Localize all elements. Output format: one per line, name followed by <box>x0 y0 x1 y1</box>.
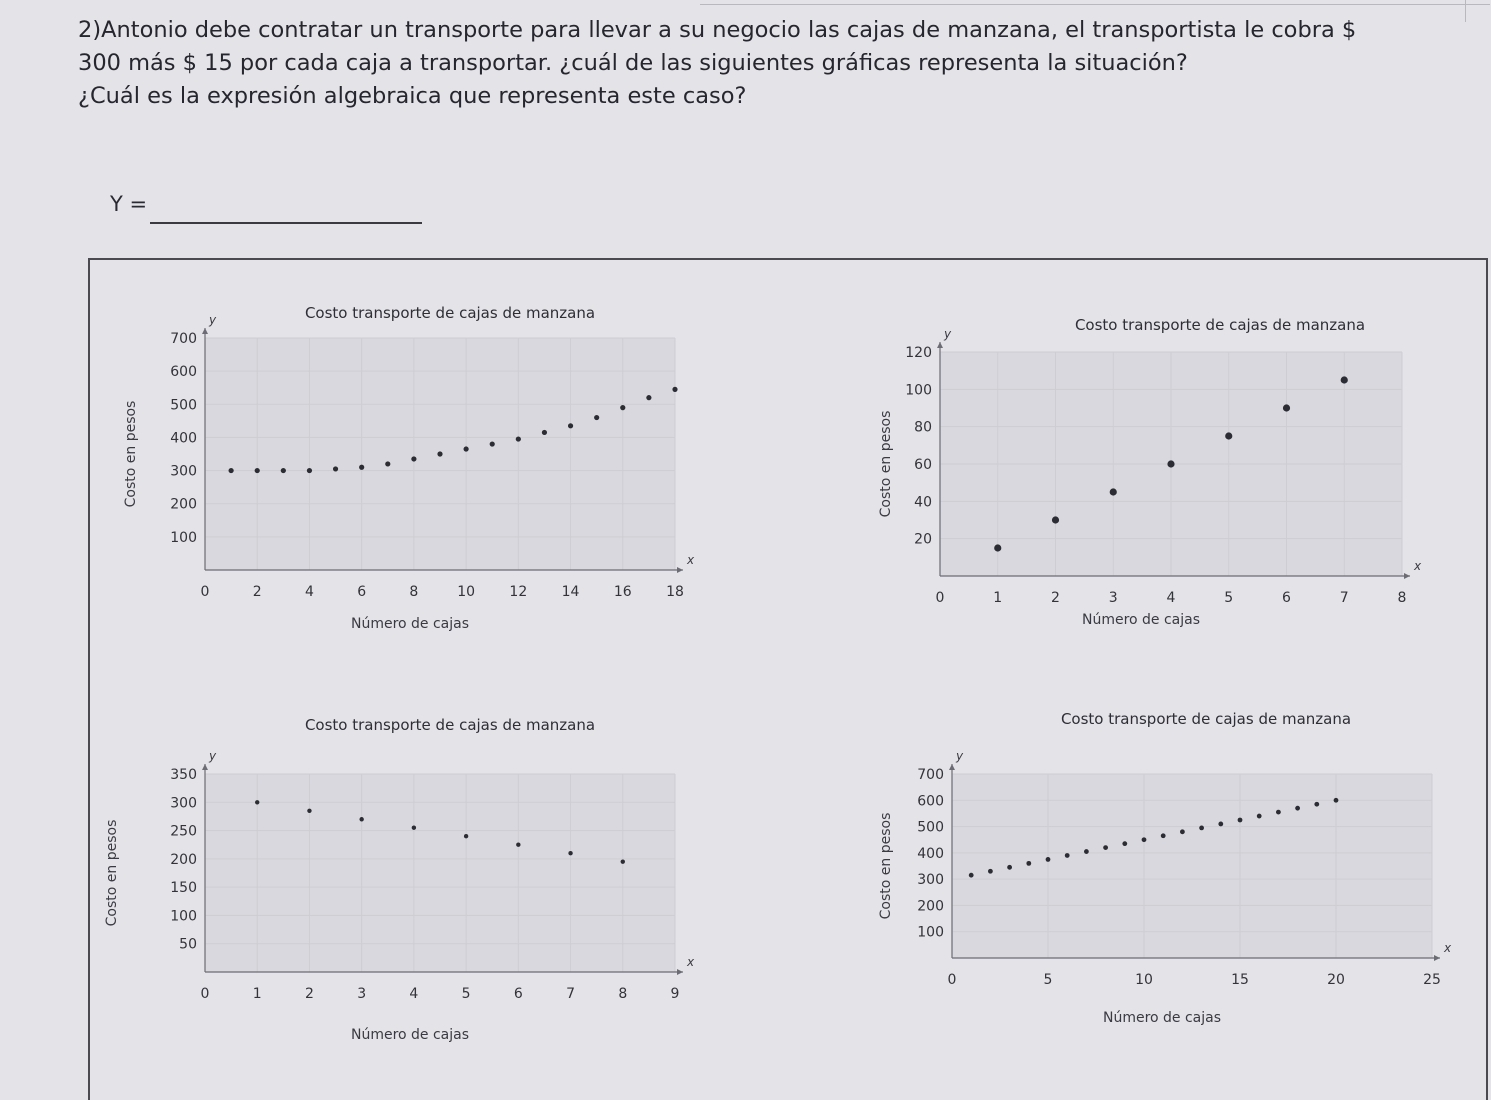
x-tick-label: 5 <box>1043 972 1053 988</box>
x-tick-label: 18 <box>666 584 684 600</box>
data-point <box>516 436 521 441</box>
data-point <box>1257 814 1262 819</box>
x-tick-label: 16 <box>613 584 632 600</box>
data-point <box>969 873 974 878</box>
question-text <box>78 14 1468 113</box>
data-point <box>229 468 234 473</box>
data-point <box>994 544 1001 551</box>
y-tick-label: 300 <box>170 463 197 480</box>
x-tick-label: 10 <box>457 584 476 600</box>
y-tick-label: 100 <box>905 382 932 399</box>
x-tick-label: 6 <box>1282 590 1291 606</box>
data-point <box>1142 837 1147 842</box>
data-point <box>359 817 363 821</box>
question-line-2: 300 más $ 15 por cada caja a transportar. ¿cuál de las siguientes gráficas representa la situación? <box>78 50 1188 76</box>
data-point <box>1052 516 1059 523</box>
y-axis-label: Costo en pesos <box>878 410 894 518</box>
data-point <box>542 430 547 435</box>
x-tick-label: 8 <box>618 986 628 1002</box>
y-axis-name: y <box>956 749 964 763</box>
data-point <box>568 851 572 855</box>
data-point <box>464 446 469 451</box>
x-tick-label: 10 <box>1135 972 1153 988</box>
y-tick-label: 20 <box>914 531 932 548</box>
x-tick-label: 1 <box>252 986 262 1002</box>
y-axis-name: y <box>209 749 217 763</box>
x-axis-arrow <box>1404 573 1410 579</box>
x-axis-name: x <box>1444 941 1452 955</box>
x-tick-label: 2 <box>1051 590 1060 606</box>
y-tick-label: 500 <box>170 397 197 414</box>
x-axis-arrow <box>677 567 683 573</box>
x-tick-label: 15 <box>1231 972 1249 988</box>
data-point <box>1167 460 1174 467</box>
x-tick-label: 4 <box>1166 590 1176 606</box>
x-tick-label: 0 <box>947 972 957 988</box>
x-tick-label: 3 <box>1108 590 1118 606</box>
data-point <box>1110 488 1117 495</box>
data-point <box>307 809 311 813</box>
data-point <box>1341 376 1348 383</box>
x-tick-label: 1 <box>993 590 1003 606</box>
x-tick-label: 4 <box>304 584 314 600</box>
x-tick-label: 0 <box>935 590 945 606</box>
x-axis-name: x <box>687 553 695 567</box>
data-point <box>412 826 416 830</box>
data-point <box>1334 798 1339 803</box>
x-tick-label: 8 <box>409 584 419 600</box>
y-tick-label: 600 <box>917 793 944 810</box>
x-tick-label: 2 <box>252 584 262 600</box>
data-point <box>490 441 495 446</box>
data-point <box>1218 822 1223 827</box>
data-point <box>464 834 468 838</box>
data-point <box>1238 818 1243 823</box>
x-axis-label: Número de cajas <box>1102 1010 1222 1026</box>
y-tick-label: 200 <box>917 898 944 915</box>
data-point <box>1026 861 1031 866</box>
x-tick-label: 7 <box>1339 590 1349 606</box>
y-axis-label: Costo en pesos <box>878 812 894 920</box>
y-axis-label: Costo en pesos <box>123 400 139 508</box>
y-tick-label: 100 <box>917 924 944 941</box>
y-tick-label: 150 <box>170 880 197 897</box>
y-axis-arrow <box>949 764 955 770</box>
data-point <box>1199 825 1204 830</box>
chart-title: Costo transporte de cajas de manzana <box>1074 316 1366 334</box>
data-point <box>672 387 677 392</box>
data-point <box>1161 833 1166 838</box>
chart-bottom-right <box>870 700 1470 1040</box>
x-tick-label: 4 <box>409 986 419 1002</box>
y-tick-label: 80 <box>914 419 932 436</box>
chart-title: Costo transporte de cajas de manzana <box>1060 710 1352 728</box>
data-point <box>594 415 599 420</box>
data-point <box>411 456 416 461</box>
data-point <box>1084 849 1089 854</box>
data-point <box>255 468 260 473</box>
x-axis-label: Número de cajas <box>350 1027 470 1043</box>
x-tick-label: 9 <box>670 986 680 1002</box>
y-tick-label: 400 <box>170 430 197 447</box>
chart-title: Costo transporte de cajas de manzana <box>304 304 596 322</box>
data-point <box>1046 857 1051 862</box>
plot-area <box>205 774 675 972</box>
data-point <box>307 468 312 473</box>
data-point <box>568 423 573 428</box>
x-axis-arrow <box>1434 955 1440 961</box>
x-axis-arrow <box>677 969 683 975</box>
data-point <box>1007 865 1012 870</box>
plot-area <box>952 774 1432 958</box>
data-point <box>1122 841 1127 846</box>
data-point <box>988 869 993 874</box>
data-point <box>516 843 520 847</box>
x-tick-label: 8 <box>1397 590 1407 606</box>
data-point <box>385 461 390 466</box>
x-tick-label: 14 <box>561 584 580 600</box>
answer-blank-line[interactable] <box>150 222 422 224</box>
data-point <box>359 465 364 470</box>
data-point <box>333 466 338 471</box>
data-point <box>1314 802 1319 807</box>
x-axis-name: x <box>1414 559 1422 573</box>
x-tick-label: 7 <box>566 986 576 1002</box>
question-line-1: 2)Antonio debe contratar un transporte para llevar a su negocio las cajas de manzana, el transportista le cobra $ <box>78 17 1357 43</box>
x-axis-label: Número de cajas <box>1081 612 1201 628</box>
y-tick-label: 300 <box>917 872 944 889</box>
y-axis-name: y <box>944 327 952 341</box>
y-axis-label: Costo en pesos <box>104 819 120 927</box>
chart-bottom-left <box>80 704 720 1050</box>
y-axis-arrow <box>202 764 208 770</box>
data-point <box>1103 845 1108 850</box>
x-tick-label: 2 <box>304 986 314 1002</box>
data-point <box>437 451 442 456</box>
y-tick-label: 700 <box>917 767 944 783</box>
y-axis-arrow <box>202 328 208 334</box>
data-point <box>646 395 651 400</box>
chart-top-left <box>80 296 720 642</box>
data-point <box>1295 806 1300 811</box>
y-axis-arrow <box>937 342 943 348</box>
y-tick-label: 400 <box>917 845 944 862</box>
answer-label: Y = <box>110 192 148 216</box>
data-point <box>255 800 259 804</box>
y-tick-label: 100 <box>170 908 197 925</box>
data-point <box>1225 432 1232 439</box>
chart-title: Costo transporte de cajas de manzana <box>304 716 596 734</box>
data-point <box>621 859 625 863</box>
x-tick-label: 0 <box>200 584 210 600</box>
x-tick-label: 6 <box>357 584 367 600</box>
chart-top-right <box>870 306 1470 636</box>
x-tick-label: 0 <box>200 986 210 1002</box>
x-tick-label: 5 <box>461 986 471 1002</box>
x-axis-name: x <box>687 955 695 969</box>
x-tick-label: 12 <box>509 584 528 600</box>
y-tick-label: 700 <box>170 331 197 347</box>
y-tick-label: 200 <box>170 851 197 868</box>
x-tick-label: 6 <box>513 986 523 1002</box>
data-point <box>1276 810 1281 815</box>
x-tick-label: 20 <box>1327 972 1345 988</box>
data-point <box>620 405 625 410</box>
y-tick-label: 100 <box>170 529 197 546</box>
data-point <box>281 468 286 473</box>
y-tick-label: 60 <box>914 457 932 473</box>
y-tick-label: 200 <box>170 496 197 513</box>
x-axis-label: Número de cajas <box>350 616 470 632</box>
y-tick-label: 500 <box>917 819 944 836</box>
y-tick-label: 50 <box>179 936 197 953</box>
y-tick-label: 350 <box>170 767 197 783</box>
x-tick-label: 25 <box>1423 972 1441 988</box>
y-tick-label: 40 <box>914 494 932 511</box>
data-point <box>1283 404 1290 411</box>
y-axis-name: y <box>209 313 217 327</box>
y-tick-label: 250 <box>170 823 197 840</box>
y-tick-label: 600 <box>170 364 197 381</box>
page-top-rule <box>700 4 1490 5</box>
question-line-3: ¿Cuál es la expresión algebraica que representa este caso? <box>78 83 747 109</box>
data-point <box>1065 853 1070 858</box>
data-point <box>1180 829 1185 834</box>
y-tick-label: 300 <box>170 795 197 812</box>
y-tick-label: 120 <box>905 345 932 361</box>
x-tick-label: 3 <box>357 986 367 1002</box>
x-tick-label: 5 <box>1224 590 1234 606</box>
